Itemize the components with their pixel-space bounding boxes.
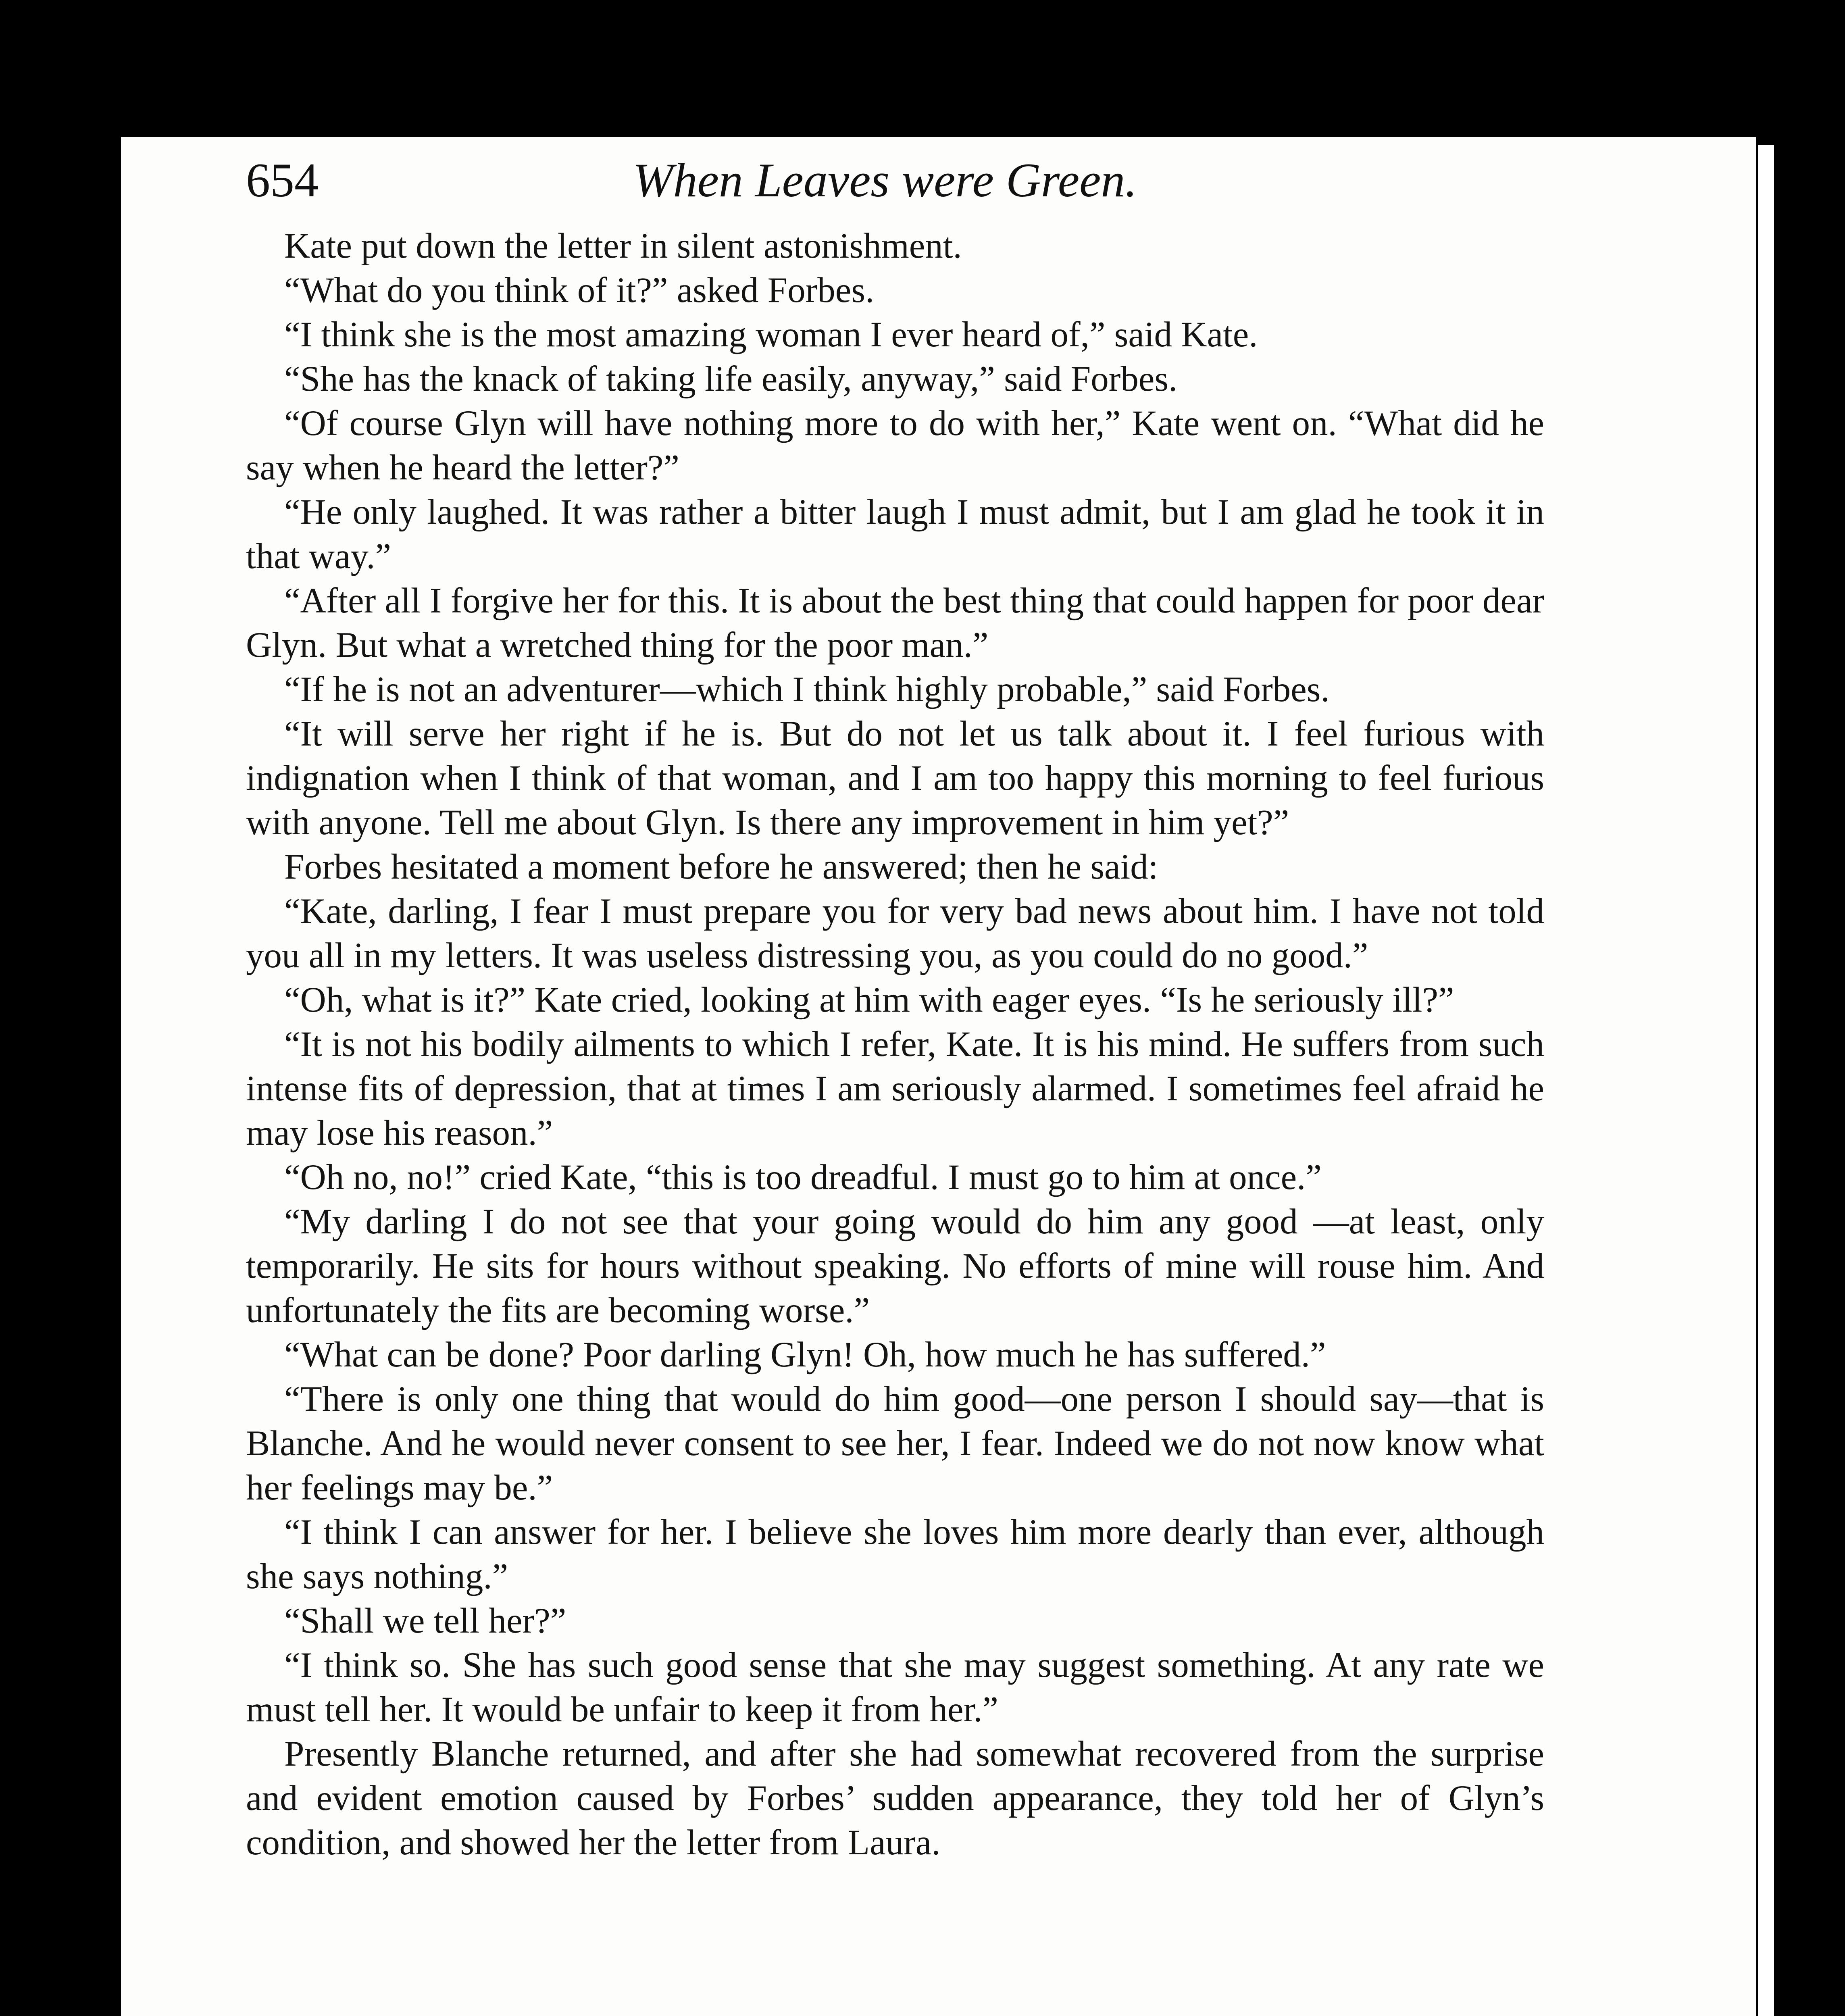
paragraph: “I think I can answer for her. I believe she loves him more dearly than ever, although she says nothing.” [246,1512,1544,1596]
paragraph: “My darling I do not see that your going would do him any good —at least, only temporarily. He sits for hours without speaking. No efforts of mine will rouse him. And unfortunately the fits are becoming worse.” [246,1202,1544,1330]
paragraph: “Shall we tell her?” [284,1601,566,1641]
paragraph: “What can be done? Poor darling Glyn! Oh, how much he has suffered.” [284,1335,1326,1375]
body-text [246,224,1544,1865]
paragraph: “She has the knack of taking life easily, anyway,” said Forbes. [284,359,1178,399]
running-title: When Leaves were Green. [633,153,1137,207]
page-number: 654 [246,153,319,207]
paragraph: Kate put down the letter in silent astonishment. [284,226,962,266]
paragraph: “What do you think of it?” asked Forbes. [284,271,875,310]
paragraph: “Kate, darling, I fear I must prepare you for very bad news about him. I have not told you all in my letters. It was useless distressing you, as you could do no good.” [246,891,1544,975]
paragraph: “Oh, what is it?” Kate cried, looking at him with eager eyes. “Is he seriously ill?” [284,980,1454,1020]
paragraph: “I think she is the most amazing woman I ever heard of,” said Kate. [284,315,1258,354]
page-header [246,152,1476,233]
paragraph: “It will serve her right if he is. But do not let us talk about it. I feel furious with indignation when I think of that woman, and I am too happy this morning to feel furious with anyone. Tell me about Glyn. Is there any improvement in him yet?” [246,714,1544,842]
paragraph: Presently Blanche returned, and after she had somewhat recovered from the surprise and evident emotion caused by Forbes’ sudden appearance, they told her of Glyn’s condition, and showed her the letter from Laura. [246,1734,1544,1862]
paragraph: “If he is not an adventurer—which I think highly probable,” said Forbes. [284,670,1330,709]
paragraph: “There is only one thing that would do him good—one person I should say—that is Blanche. And he would never consent to see her, I fear. Indeed we do not now know what her feelings may be.” [246,1379,1544,1508]
paragraph: Forbes hesitated a moment before he answered; then he said: [284,847,1158,887]
paragraph: “He only laughed. It was rather a bitter laugh I must admit, but I am glad he took it in that way.” [246,492,1544,576]
paragraph: “Of course Glyn will have nothing more to do with her,” Kate went on. “What did he say when he heard the letter?” [246,404,1544,487]
paragraph: “It is not his bodily ailments to which I refer, Kate. It is his mind. He suffers from such intense fits of depression, that at times I am seriously alarmed. I sometimes feel afraid he may lose his reason.” [246,1025,1544,1153]
paragraph: “After all I forgive her for this. It is about the best thing that could happen for poor dear Glyn. But what a wretched thing for the poor man.” [246,581,1544,665]
adjacent-page-edge [1758,145,1774,2016]
paragraph: “I think so. She has such good sense that she may suggest something. At any rate we must tell her. It would be unfair to keep it from her.” [246,1645,1544,1729]
paragraph: “Oh no, no!” cried Kate, “this is too dreadful. I must go to him at once.” [284,1158,1322,1197]
